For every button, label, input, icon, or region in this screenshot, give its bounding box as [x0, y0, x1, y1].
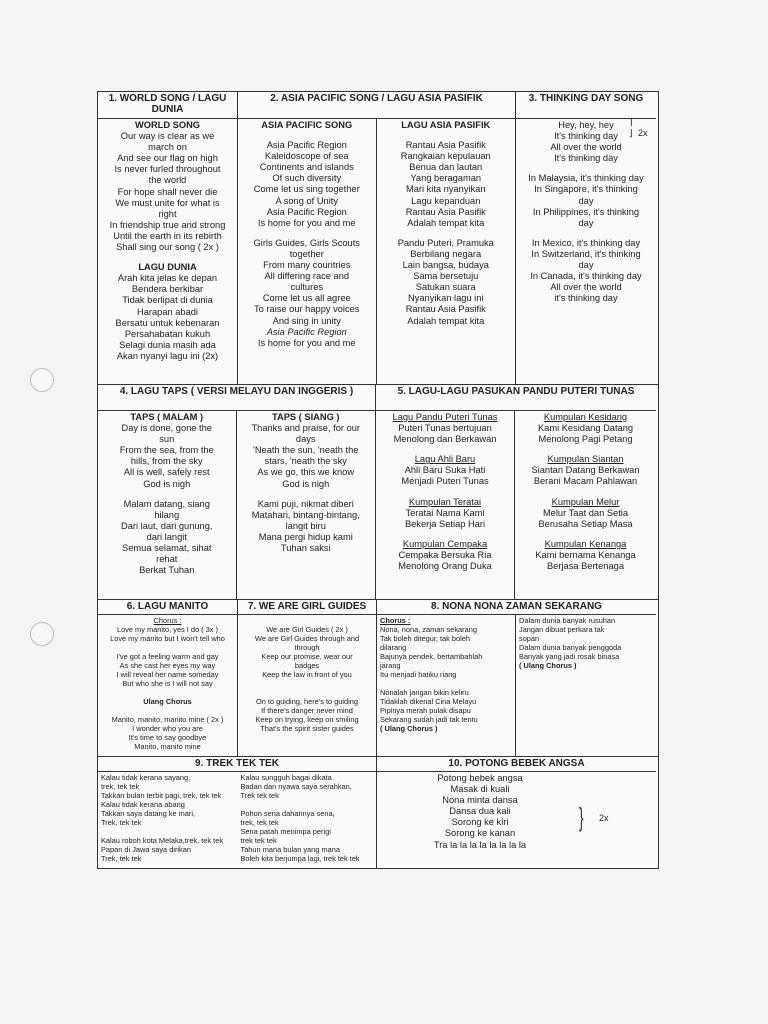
- lyric-line: Kumpulan Melur: [551, 496, 620, 507]
- lyric-line: Kumpulan Kesidang: [543, 412, 628, 422]
- cell-asia-pacific: [238, 92, 516, 384]
- lyric-line: cultures: [290, 282, 324, 293]
- lyric-line: Asia Pacific Region: [266, 206, 347, 217]
- line-spacer: [518, 530, 653, 539]
- lyric-line: Tuhan saksi: [280, 543, 331, 554]
- lyrics-trek-2: [238, 772, 377, 868]
- lyrics-trek-1: [98, 772, 238, 868]
- lyric-line: WORLD SONG: [134, 120, 201, 130]
- lyric-line: Tra la la la la la la la la: [433, 839, 527, 850]
- line-spacer: [519, 164, 653, 173]
- lyric-line: Is home for you and me: [257, 337, 356, 348]
- lyric-line: For hope shall never die: [117, 186, 218, 197]
- lyric-line: Lagu Ahli Baru: [414, 454, 476, 465]
- lyric-line: langit biru: [285, 520, 326, 531]
- lyric-line: As we go, this we know: [257, 467, 355, 478]
- lyrics-taps-siang: [237, 411, 376, 599]
- lyric-line: Potong bebek angsa: [437, 773, 523, 783]
- cell-girl-guides: [238, 600, 377, 756]
- lyric-line: sopan: [519, 634, 540, 643]
- lyric-line: Manito, manito mine: [134, 742, 201, 751]
- lyric-line: Menjadi Puteri Tunas: [401, 476, 489, 487]
- lyric-line: Bajunya pendek, bertambahlah: [380, 652, 483, 661]
- lyric-line: From the sea, from the: [119, 445, 214, 456]
- lyric-line: Berjasa Bertenaga: [546, 561, 624, 572]
- lyric-line: day: [578, 217, 594, 228]
- lyric-line: Trek, tek tek: [101, 818, 142, 827]
- lyric-line: Berani Macam Pahlawan: [533, 476, 638, 487]
- lyric-line: All differing race and: [264, 271, 350, 282]
- lyric-line: Berbilang negara: [410, 248, 482, 259]
- repeat-brace: ⌉ ⌋: [629, 117, 633, 138]
- lyric-line: Kami Kesidang Datang: [537, 423, 634, 434]
- line-spacer: [379, 445, 511, 454]
- lyric-line: Kaleidoscope of sea: [264, 151, 349, 162]
- lyric-line: Lain bangsa, budaya: [402, 260, 489, 271]
- lyric-line: In Philippines, it's thinking: [532, 206, 640, 217]
- header-world-song: 1. WORLD SONG / LAGU DUNIA: [98, 92, 237, 119]
- lyric-line: trek, tek tek: [101, 782, 140, 791]
- lyric-line: Takkan bulan terbit pagi, trek, tek tek: [101, 791, 222, 800]
- lyric-line: Kumpulan Siantan: [547, 454, 624, 465]
- lyric-line: Rantau Asia Pasifik: [405, 304, 486, 315]
- lyric-line: 'Neath the sun, 'neath the: [253, 445, 359, 456]
- lyric-line: On to guiding, here's to guiding: [255, 697, 359, 706]
- lyric-line: Cempaka Bersuka Ria: [398, 549, 492, 560]
- lyric-line: If there's danger never mind: [261, 706, 353, 715]
- lyric-line: Sekarang sudah jadi tak tentu: [380, 715, 478, 724]
- lyric-line: Manito, manito, manito mine ( 2x ): [111, 715, 224, 724]
- lyric-line: Day is done, gone the: [121, 423, 212, 434]
- lyric-line: Kami puji, nikmat diberi: [257, 498, 354, 509]
- lyric-line: It's thinking day: [554, 131, 618, 142]
- lyric-line: days: [295, 434, 316, 445]
- lyric-line: Of such diversity: [272, 173, 342, 184]
- lyric-line: march on: [148, 142, 187, 153]
- lyric-line: Benua dan lautan: [409, 162, 483, 173]
- lyric-line: Shall sing our song ( 2x ): [116, 242, 219, 253]
- header-thinking-day: 3. THINKING DAY SONG: [516, 92, 656, 119]
- lyric-line: Is never furled throughout: [114, 164, 221, 175]
- lyric-line: dilarang: [380, 643, 407, 652]
- song-sheet-table: [97, 91, 659, 869]
- lyric-line: Girls Guides, Girls Scouts: [253, 237, 360, 248]
- line-spacer: [101, 706, 234, 715]
- lyric-line: trek tek tek: [240, 836, 277, 845]
- row-3: [98, 600, 658, 757]
- lyric-line: Menolong Orang Duka: [398, 561, 492, 572]
- cell-pandu-puteri: [376, 385, 656, 599]
- lyric-line: Siantan Datang Berkawan: [531, 465, 640, 476]
- cell-potong-bebek: [377, 757, 656, 868]
- header-trek-tek-tek: 9. TREK TEK TEK: [98, 757, 376, 772]
- lyric-line: ( Ulang Chorus ): [380, 724, 438, 733]
- lyric-line: Menolong dan Berkawan: [393, 434, 497, 445]
- lyric-line: Asia Pacific Region: [266, 140, 347, 151]
- lyric-line: A song of Unity: [275, 195, 339, 206]
- lyric-line: TAPS ( SIANG ): [272, 412, 340, 422]
- lyric-line: It's thinking day: [554, 153, 618, 164]
- lyric-line: Is home for you and me: [257, 217, 356, 228]
- lyric-line: God is nigh: [282, 478, 330, 489]
- lyric-line: In friendship true and strong: [109, 219, 226, 230]
- lyric-line: through: [294, 643, 320, 652]
- lyric-line: In Malaysia, it's thinking day: [528, 173, 644, 184]
- line-spacer: [101, 253, 234, 262]
- lyric-line: Hey, hey, hey: [558, 120, 614, 130]
- lyric-line: Akan nyanyi lagu ini (2x): [116, 350, 219, 361]
- lyric-line: Sena patah menimpa perigi: [240, 827, 331, 836]
- lyric-line: In Switzerland, it's thinking: [531, 248, 641, 259]
- lyric-line: In Mexico, it's thinking day: [531, 237, 641, 248]
- row-1: [98, 92, 658, 385]
- cell-world-song: [98, 92, 238, 384]
- lyric-line: Come let us all agree: [262, 293, 351, 304]
- lyric-line: And sing in unity: [272, 315, 341, 326]
- lyric-line: From many countries: [263, 260, 351, 271]
- lyric-line: Nona minta dansa: [442, 795, 518, 806]
- lyric-line: Nyanyikan lagu ini: [408, 293, 484, 304]
- lyric-line: ASIA PACIFIC SONG: [261, 120, 353, 130]
- lyric-line: Sorong ke kanan: [444, 828, 516, 839]
- lyric-line: Trek tek tek: [240, 791, 279, 800]
- lyric-line: ( Ulang Chorus ): [519, 661, 577, 670]
- header-taps: 4. LAGU TAPS ( VERSI MELAYU DAN INGGERIS ): [98, 385, 375, 411]
- lyric-line: And see our flag on high: [117, 153, 218, 164]
- lyric-line: Takkan saya datang ke mari,: [101, 809, 196, 818]
- lyrics-potong-bebek: [377, 772, 583, 852]
- lyric-line: Ulang Chorus: [143, 697, 192, 706]
- lyric-line: Our way is clear as we: [120, 131, 215, 142]
- line-spacer: [101, 490, 233, 499]
- lyrics-nona-2: [516, 615, 656, 756]
- lyric-line: Keep our promise, wear our: [261, 652, 353, 661]
- lyric-line: We are Girl Guides ( 2x ): [266, 625, 348, 634]
- lyric-line: Matahari, bintang-bintang,: [251, 509, 360, 520]
- lyric-line: dari langit: [146, 531, 187, 542]
- line-spacer: [518, 488, 653, 497]
- lyric-line: right: [158, 208, 177, 219]
- lyric-line: I will reveal her name someday: [116, 670, 219, 679]
- line-spacer: [519, 229, 653, 238]
- lyric-line: To raise our happy voices: [254, 304, 360, 315]
- lyric-line: Mana pergi hidup kami: [258, 531, 353, 542]
- header-potong-bebek: 10. POTONG BEBEK ANGSA: [377, 757, 656, 772]
- line-spacer: [241, 131, 373, 140]
- lyric-line: Nonalah jangan bikin keliru: [380, 688, 469, 697]
- lyrics-tunas-songs: [376, 411, 515, 599]
- line-spacer: [101, 688, 234, 697]
- lyrics-asia-pacific-song: [238, 119, 377, 384]
- lyric-line: Love my manito but I won't tell who: [110, 634, 225, 643]
- lyric-line: Itu menjadi hatiku riang: [380, 670, 457, 679]
- lyric-line: trek, tek tek: [240, 818, 279, 827]
- lyric-line: Tidak berlipat di dunia: [122, 295, 213, 306]
- lyric-line: Come let us sing together: [253, 184, 360, 195]
- lyric-line: Rantau Asia Pasifik: [405, 206, 486, 217]
- lyric-line: hills, from the sky: [130, 456, 203, 467]
- lyric-line: Pohon sena dahannya sena,: [240, 809, 335, 818]
- line-spacer: [101, 827, 235, 836]
- lyric-line: TAPS ( MALAM ): [130, 412, 204, 422]
- lyric-line: Kami bernama Kenanga: [535, 549, 636, 560]
- lyric-line: Keep on trying, keep on smiling: [255, 715, 359, 724]
- lyric-line: Masak di kuali: [450, 784, 510, 795]
- header-manito: 6. LAGU MANITO: [98, 600, 237, 615]
- lyric-line: Sorong ke kiri: [451, 817, 509, 828]
- lyric-line: Lagu Pandu Puteri Tunas: [392, 412, 498, 422]
- cell-trek-tek-tek: [98, 757, 377, 868]
- line-spacer: [241, 688, 373, 697]
- row-4: [98, 757, 658, 868]
- lyric-line: Continents and islands: [259, 162, 354, 173]
- lyric-line: Chorus :: [153, 616, 182, 625]
- lyric-line: stars, 'neath the sky: [264, 456, 347, 467]
- line-spacer: [380, 679, 512, 688]
- lyric-line: Berusaha Setiap Masa: [538, 518, 633, 529]
- lyric-line: Puteri Tunas bertujuan: [398, 423, 492, 434]
- lyric-line: God is nigh: [143, 478, 191, 489]
- lyric-line: Persahabatan kukuh: [124, 328, 211, 339]
- lyric-line: Tidaklah dikenal Cina Melayu: [380, 697, 477, 706]
- lyric-line: But who she is I will not say: [122, 679, 213, 688]
- lyric-line: Harapan abadi: [137, 306, 198, 317]
- lyric-line: day: [578, 260, 594, 271]
- cell-thinking-day: [516, 92, 656, 384]
- lyric-line: Dalam dunia banyak rusuhan: [519, 616, 616, 625]
- lyrics-lagu-asia-pasifik: [377, 119, 516, 384]
- lyrics-kumpulan-songs: [515, 411, 656, 599]
- lyric-line: Chorus :: [380, 616, 411, 625]
- lyric-line: Banyak yang jadi rosak binasa: [519, 652, 620, 661]
- punch-hole-bottom: [30, 622, 54, 646]
- cell-taps: [98, 385, 376, 599]
- lyric-line: Malam datang, siang: [123, 498, 210, 509]
- lyric-line: In Canada, it's thinking day: [530, 271, 642, 282]
- lyric-line: day: [578, 195, 594, 206]
- lyric-line: In Singapore, it's thinking: [534, 184, 638, 195]
- lyric-line: Kumpulan Cempaka: [402, 538, 488, 549]
- lyric-line: Satukan suara: [415, 282, 476, 293]
- lyric-line: Arah kita jelas ke depan: [117, 273, 218, 284]
- lyric-line: Adalah tempat kita: [407, 315, 485, 326]
- lyric-line: Boleh kita berjumpa lagi, trek tek tek: [240, 854, 360, 863]
- lyric-line: together: [289, 248, 324, 259]
- lyric-line: Bekerja Setiap Hari: [404, 518, 486, 529]
- lyric-line: Ahli Baru Suka Hati: [404, 465, 486, 476]
- lyric-line: Dari laut, dari gunung,: [121, 520, 213, 531]
- row-2: [98, 385, 658, 600]
- lyric-line: Lagu kepanduan: [411, 195, 481, 206]
- lyric-line: Jangan dibuat perkara tak: [519, 625, 605, 634]
- header-asia-pacific: 2. ASIA PACIFIC SONG / LAGU ASIA PASIFIK: [238, 92, 515, 119]
- lyric-line: Sama bersetuju: [413, 271, 479, 282]
- lyric-line: Bersatu untuk kebenaran: [115, 317, 220, 328]
- lyric-line: I've got a feeling warm and gay: [116, 652, 219, 661]
- lyric-line: Thanks and praise, for our: [251, 423, 361, 434]
- lyric-line: badges: [294, 661, 320, 670]
- lyric-line: Kalau roboh kota Melaka,trek, tek tek: [101, 836, 224, 845]
- lyric-line: We are Girl Guides through and: [254, 634, 360, 643]
- lyric-line: Kalau sungguh bagai dikata: [240, 773, 332, 782]
- lyric-line: I wonder who you are: [132, 724, 203, 733]
- lyric-line: We must unite for what is: [115, 197, 220, 208]
- repeat-count: 2x: [638, 128, 648, 138]
- lyric-line: Love my manito, yes I do ( 3x ): [116, 625, 219, 634]
- lyric-line: It's time to say goodbye: [128, 733, 207, 742]
- lyric-line: Pipinya merah pulak disapu: [380, 706, 471, 715]
- repeat-count-bebek: 2x: [599, 813, 609, 823]
- lyric-line: Melur Taat dan Setia: [542, 507, 629, 518]
- lyric-line: Kalau tidak kerana abang: [101, 800, 185, 809]
- lyric-line: it's thinking day: [554, 293, 618, 304]
- cell-nona: [377, 600, 656, 756]
- lyric-line: Keep the law in front of you: [262, 670, 352, 679]
- lyric-line: Dansa dua kali: [449, 806, 511, 817]
- lyric-line: rehat: [156, 554, 178, 565]
- lyric-line: Dalam dunia banyak penggoda: [519, 643, 622, 652]
- lyric-line: That's the spirit sister guides: [260, 724, 354, 733]
- line-spacer: [240, 490, 373, 499]
- line-spacer: [518, 445, 653, 454]
- lyric-line: the world: [148, 175, 187, 186]
- lyric-line: Menolong Pagi Petang: [538, 434, 633, 445]
- lyric-line: Rangkaian kepulauan: [400, 151, 491, 162]
- line-spacer: [380, 229, 513, 238]
- lyric-line: Rantau Asia Pasifik: [405, 140, 486, 151]
- lyric-line: hilang: [154, 509, 180, 520]
- header-girl-guides: 7. WE ARE GIRL GUIDES: [238, 600, 376, 615]
- lyric-line: Kumpulan Kenanga: [544, 538, 627, 549]
- line-spacer: [241, 800, 374, 809]
- lyric-line: Adalah tempat kita: [407, 217, 485, 228]
- lyric-line: All over the world: [550, 282, 622, 293]
- lyric-line: Berkat Tuhan: [139, 565, 195, 576]
- lyrics-manito: [98, 615, 237, 752]
- header-pandu-puteri: 5. LAGU-LAGU PASUKAN PANDU PUTERI TUNAS: [376, 385, 656, 411]
- lyric-line: LAGU ASIA PASIFIK: [401, 120, 491, 130]
- lyric-line: Badan dan nyawa saya serahkan,: [240, 782, 352, 791]
- line-spacer: [241, 229, 373, 238]
- lyric-line: Tahun mana bulan yang mana: [240, 845, 340, 854]
- cell-manito: [98, 600, 238, 756]
- lyric-line: Papan di Jawa saya dirikan: [101, 845, 191, 854]
- lyric-line: All is well, safely rest: [123, 467, 210, 478]
- lyrics-taps-malam: [98, 411, 237, 599]
- lyric-line: Until the earth in its rebirth: [113, 230, 222, 241]
- lyric-line: Nona, nona, zaman sekarang: [380, 625, 477, 634]
- line-spacer: [241, 616, 373, 625]
- lyric-line: Mari kita nyanyikan: [405, 184, 486, 195]
- lyrics-thinking-day: [516, 119, 656, 305]
- lyric-line: Trek, tek tek: [101, 854, 142, 863]
- punch-hole-top: [30, 368, 54, 392]
- repeat-brace-bebek: }: [579, 802, 584, 832]
- lyric-line: Bendera berkibar: [131, 284, 204, 295]
- lyric-line: Teratai Nama Kami: [405, 507, 485, 518]
- lyric-line: LAGU DUNIA: [138, 262, 197, 273]
- lyric-line: Kumpulan Teratai: [408, 496, 482, 507]
- lyric-line: jarang: [380, 661, 401, 670]
- line-spacer: [379, 488, 511, 497]
- lyric-line: Pandu Puteri, Pramuka: [397, 237, 494, 248]
- lyrics-world-song: [98, 119, 237, 363]
- lyric-line: Selagi dunia masih ada: [119, 339, 216, 350]
- lyric-line: Yang beragaman: [410, 173, 482, 184]
- lyric-line: All over the world: [550, 142, 622, 153]
- lyrics-girl-guides: [238, 615, 376, 734]
- line-spacer: [101, 643, 234, 652]
- line-spacer: [380, 131, 513, 140]
- lyric-line: Semua selamat, sihat: [122, 543, 212, 554]
- lyric-line: Kalau tidak kerana sayang,: [101, 773, 191, 782]
- lyric-line: As she cast her eyes my way: [119, 661, 216, 670]
- line-spacer: [379, 530, 511, 539]
- line-spacer: [241, 679, 373, 688]
- lyric-line: sun: [159, 434, 175, 445]
- lyric-line: Asia Pacific Region: [266, 326, 347, 337]
- lyrics-nona-1: [377, 615, 516, 756]
- lyric-line: Tak boleh ditegur, tak boleh: [380, 634, 470, 643]
- header-nona: 8. NONA NONA ZAMAN SEKARANG: [377, 600, 656, 615]
